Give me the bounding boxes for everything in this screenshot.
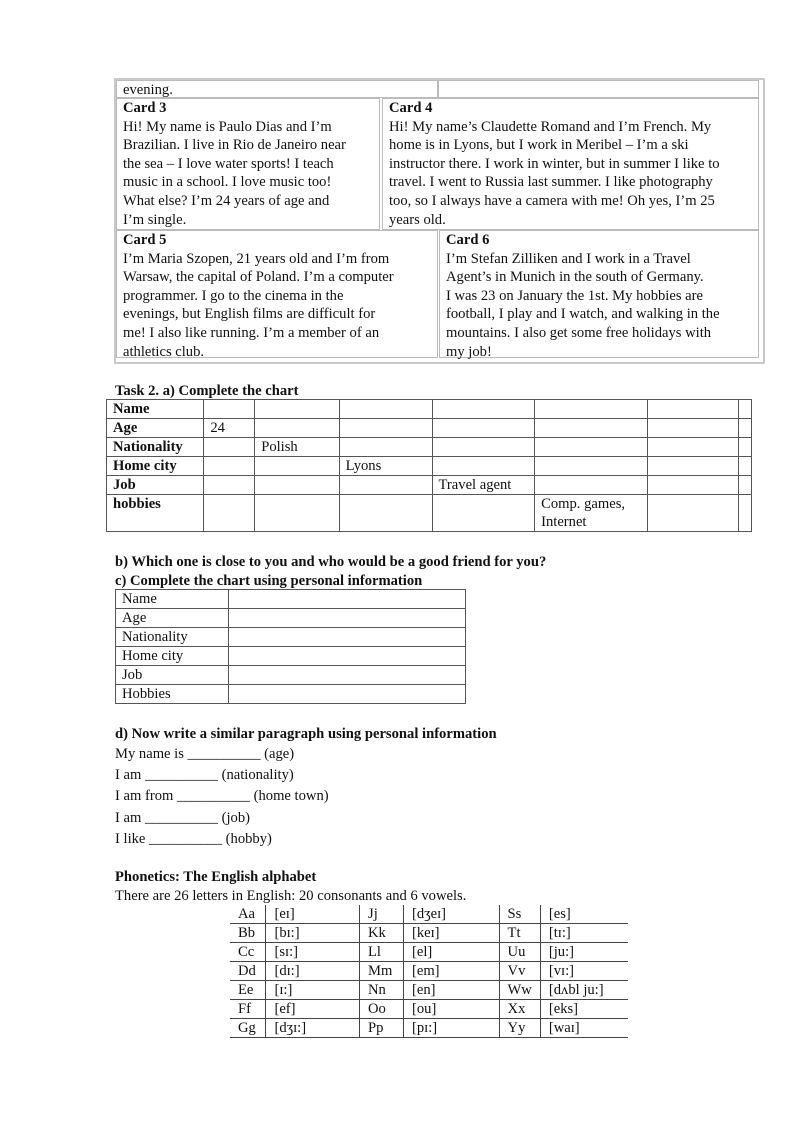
personal-row-label: Hobbies xyxy=(116,685,229,704)
phonetics-heading: Phonetics: The English alphabet xyxy=(115,869,317,885)
alphabet-letter: Xx xyxy=(499,1000,540,1019)
card-4-title: Card 4 xyxy=(389,100,433,116)
alphabet-transcription: [ou] xyxy=(403,1000,499,1019)
chart-cell[interactable] xyxy=(535,457,647,476)
chart-cell[interactable] xyxy=(339,400,432,419)
alphabet-letter: Ww xyxy=(499,981,540,1000)
alphabet-transcription: [dʌbl ju:] xyxy=(540,981,628,1000)
chart-row-label: Nationality xyxy=(107,438,204,457)
chart-cell[interactable] xyxy=(432,419,535,438)
chart-row-label: Job xyxy=(107,476,204,495)
chart-cell[interactable] xyxy=(647,438,738,457)
alphabet-letter: Gg xyxy=(230,1019,266,1038)
paragraph-line-job: I am __________ (job) xyxy=(115,809,250,826)
card-4-text: Hi! My name’s Claudette Romand and I’m French. My home is in Lyons, but I work in Meribel – I’m a ski instructor there. I work in winter, but in summer I like to travel. I went to Russia last summer. I like photography too, so I always have a camera with me! Oh yes, I’m 25 years old. xyxy=(389,118,720,228)
personal-row-label: Home city xyxy=(116,647,229,666)
alphabet-letter: Mm xyxy=(360,962,404,981)
alphabet-transcription: [dʒɪ:] xyxy=(266,1019,360,1038)
chart-cell[interactable] xyxy=(739,457,752,476)
alphabet-letter: Dd xyxy=(230,962,266,981)
alphabet-row xyxy=(230,1019,628,1038)
alphabet-transcription: [sɪ:] xyxy=(266,943,360,962)
card-3-title: Card 3 xyxy=(123,100,167,116)
chart-cell[interactable] xyxy=(647,495,738,532)
chart-cell[interactable] xyxy=(204,476,255,495)
alphabet-table xyxy=(230,905,628,1038)
alphabet-transcription: [bɪ:] xyxy=(266,924,360,943)
alphabet-transcription: [em] xyxy=(403,962,499,981)
chart-row-label: Age xyxy=(107,419,204,438)
personal-info-table xyxy=(115,589,466,704)
alphabet-letter: Ss xyxy=(499,905,540,924)
alphabet-transcription: [waɪ] xyxy=(540,1019,628,1038)
part-c-heading: c) Complete the chart using personal information xyxy=(115,573,423,589)
alphabet-letter: Oo xyxy=(360,1000,404,1019)
chart-cell[interactable] xyxy=(204,495,255,532)
chart-cell[interactable] xyxy=(339,476,432,495)
chart-row-label: Home city xyxy=(107,457,204,476)
alphabet-letter: Yy xyxy=(499,1019,540,1038)
chart-cell[interactable] xyxy=(255,457,339,476)
task2-heading: Task 2. a) Complete the chart xyxy=(115,383,299,399)
alphabet-transcription: [pɪ:] xyxy=(403,1019,499,1038)
personal-row-label: Job xyxy=(116,666,229,685)
chart-cell[interactable] xyxy=(255,419,339,438)
chart-cell[interactable] xyxy=(535,476,647,495)
personal-row-answer[interactable] xyxy=(228,666,465,685)
alphabet-transcription: [ju:] xyxy=(540,943,628,962)
chart-cell[interactable] xyxy=(255,476,339,495)
personal-row xyxy=(116,590,466,609)
alphabet-letter: Nn xyxy=(360,981,404,1000)
personal-row xyxy=(116,647,466,666)
paragraph-line-nationality: I am __________ (nationality) xyxy=(115,767,294,784)
chart-row-label: Name xyxy=(107,400,204,419)
personal-row-label: Name xyxy=(116,590,229,609)
alphabet-transcription: [eks] xyxy=(540,1000,628,1019)
chart-cell[interactable] xyxy=(255,400,339,419)
personal-row-label: Nationality xyxy=(116,628,229,647)
alphabet-transcription: [keɪ] xyxy=(403,924,499,943)
phonetics-intro: There are 26 letters in English: 20 consonants and 6 vowels. xyxy=(115,888,467,904)
alphabet-row xyxy=(230,943,628,962)
paragraph-line-name: My name is __________ (age) xyxy=(115,746,295,762)
chart-cell[interactable] xyxy=(647,419,738,438)
alphabet-letter: Ll xyxy=(360,943,404,962)
chart-cell[interactable] xyxy=(535,438,647,457)
chart-cell[interactable] xyxy=(255,495,339,532)
chart-row xyxy=(107,495,752,532)
alphabet-row xyxy=(230,962,628,981)
personal-row-answer[interactable] xyxy=(228,647,465,666)
chart-cell[interactable] xyxy=(739,400,752,419)
chart-cell[interactable]: Comp. games, Internet xyxy=(535,495,647,532)
chart-cell[interactable] xyxy=(647,400,738,419)
card-4 xyxy=(382,98,759,230)
alphabet-transcription: [eɪ] xyxy=(266,905,360,924)
chart-row-label: hobbies xyxy=(107,495,204,532)
chart-cell[interactable]: Travel agent xyxy=(432,476,535,495)
alphabet-letter: Ee xyxy=(230,981,266,1000)
part-b-question: b) Which one is close to you and who would be a good friend for you? xyxy=(115,554,547,570)
chart-cell[interactable]: 24 xyxy=(204,419,255,438)
paragraph-line-hobby: I like __________ (hobby) xyxy=(115,830,272,847)
chart-cell[interactable]: Polish xyxy=(255,438,339,457)
chart-row xyxy=(107,438,752,457)
chart-row xyxy=(107,400,752,419)
alphabet-letter: Vv xyxy=(499,962,540,981)
card-6-text: I’m Stefan Zilliken and I work in a Travel Agent’s in Munich in the south of Germany. I was 23 on January the 1st. My hobbies are football, I play and I watch, and walking in the mountains. I also get some free holidays with my job! xyxy=(446,250,720,360)
chart-cell[interactable] xyxy=(339,495,432,532)
chart-row xyxy=(107,419,752,438)
alphabet-letter: Tt xyxy=(499,924,540,943)
personal-row-answer[interactable] xyxy=(228,609,465,628)
alphabet-letter: Kk xyxy=(360,924,404,943)
alphabet-letter: Cc xyxy=(230,943,266,962)
alphabet-letter: Aa xyxy=(230,905,266,924)
chart-cell[interactable] xyxy=(739,438,752,457)
personal-row-label: Age xyxy=(116,609,229,628)
chart-cell[interactable] xyxy=(535,400,647,419)
card-5-title: Card 5 xyxy=(123,232,167,248)
personal-row xyxy=(116,628,466,647)
chart-cell[interactable] xyxy=(339,438,432,457)
chart-row xyxy=(107,457,752,476)
personal-row xyxy=(116,685,466,704)
alphabet-row xyxy=(230,905,628,924)
alphabet-transcription: [ɪ:] xyxy=(266,981,360,1000)
chart-cell[interactable] xyxy=(739,419,752,438)
chart-cell[interactable] xyxy=(204,457,255,476)
personal-row-answer[interactable] xyxy=(228,685,465,704)
chart-cell[interactable] xyxy=(432,438,535,457)
card-2-tail-text: evening. xyxy=(123,82,173,98)
chart-cell[interactable] xyxy=(432,457,535,476)
alphabet-transcription: [es] xyxy=(540,905,628,924)
paragraph-line-hometown: I am from __________ (home town) xyxy=(115,788,329,805)
card-5 xyxy=(116,230,438,358)
personal-row-answer[interactable] xyxy=(228,628,465,647)
part-d-lines xyxy=(115,744,329,850)
card-2-tail xyxy=(116,80,438,98)
alphabet-letter: Jj xyxy=(360,905,404,924)
chart-cell[interactable]: Lyons xyxy=(339,457,432,476)
alphabet-transcription: [dʒeɪ] xyxy=(403,905,499,924)
chart-cell[interactable] xyxy=(647,457,738,476)
alphabet-transcription: [dɪ:] xyxy=(266,962,360,981)
chart-cell[interactable] xyxy=(739,476,752,495)
alphabet-letter: Uu xyxy=(499,943,540,962)
chart-cell[interactable] xyxy=(739,495,752,532)
chart-cell[interactable] xyxy=(432,400,535,419)
alphabet-letter: Pp xyxy=(360,1019,404,1038)
alphabet-row xyxy=(230,1000,628,1019)
alphabet-transcription: [el] xyxy=(403,943,499,962)
alphabet-letter: Bb xyxy=(230,924,266,943)
card-3-text: Hi! My name is Paulo Dias and I’m Brazilian. I live in Rio de Janeiro near the sea – I love water sports! I teach music in a school. I love music too! What else? I’m 24 years of age and I’m single. xyxy=(123,118,346,228)
part-d-heading: d) Now write a similar paragraph using personal information xyxy=(115,726,497,742)
card-5-text: I’m Maria Szopen, 21 years old and I’m from Warsaw, the capital of Poland. I’m a computer programmer. I go to the cinema in the evenings, but English films are difficult for me! I also like running. I’m a member of an athletics club. xyxy=(123,250,394,360)
chart-cell[interactable] xyxy=(339,419,432,438)
chart-cell[interactable] xyxy=(647,476,738,495)
personal-row-answer[interactable] xyxy=(228,590,465,609)
personal-row xyxy=(116,666,466,685)
alphabet-transcription: [ef] xyxy=(266,1000,360,1019)
alphabet-letter: Ff xyxy=(230,1000,266,1019)
chart-cell[interactable] xyxy=(204,400,255,419)
chart-cell[interactable] xyxy=(204,438,255,457)
alphabet-row xyxy=(230,924,628,943)
alphabet-transcription: [tɪ:] xyxy=(540,924,628,943)
card-6 xyxy=(439,230,759,358)
personal-row xyxy=(116,609,466,628)
alphabet-transcription: [vɪ:] xyxy=(540,962,628,981)
chart-row xyxy=(107,476,752,495)
card-6-title: Card 6 xyxy=(446,232,490,248)
chart-cell[interactable] xyxy=(535,419,647,438)
card-3 xyxy=(116,98,380,230)
card-1-tail xyxy=(438,80,759,98)
task2-chart xyxy=(106,399,752,532)
chart-cell[interactable] xyxy=(432,495,535,532)
alphabet-transcription: [en] xyxy=(403,981,499,1000)
alphabet-row xyxy=(230,981,628,1000)
